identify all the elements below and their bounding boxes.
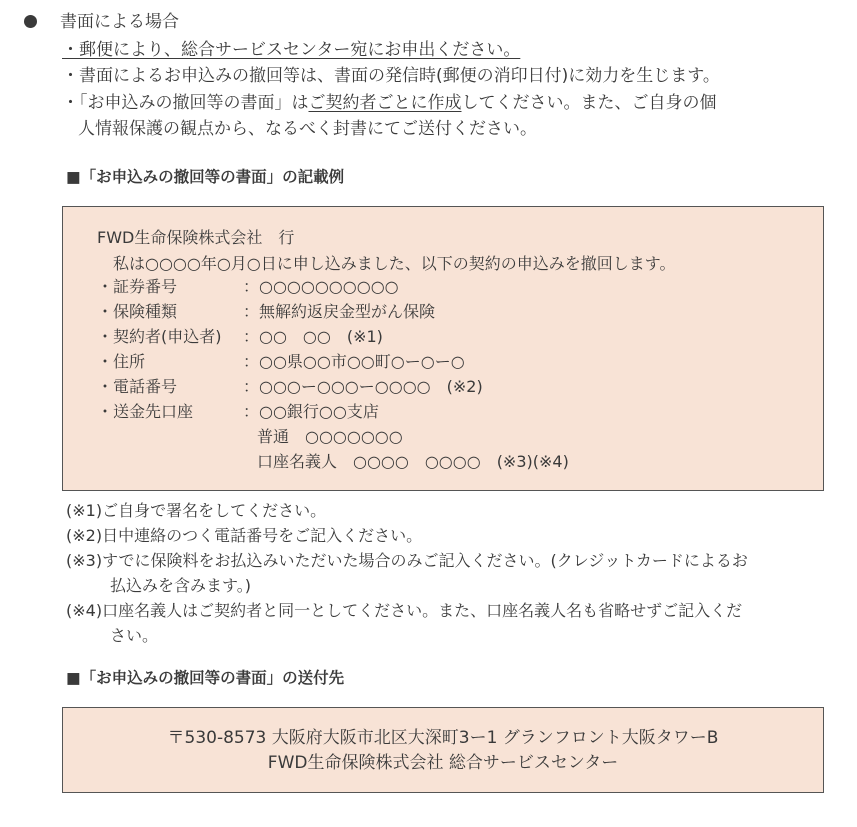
send-address: 〒530-8573 大阪府大阪市北区大深町3ー1 グランフロント大阪タワーB [167,728,719,748]
note-4-cont: さい。 [110,626,159,645]
example-heading: ■「お申込みの撤回等の書面」の記載例 [66,168,345,186]
note-4: (※4)口座名義人はご契約者と同一としてください。また、口座名義人名も省略せずご記入くだ [66,601,743,620]
note-3: (※3)すでに保険料をお払込みいただいた場合のみご記入ください。(クレジットカードによるお [66,551,748,570]
bullet-per-contract-cont: 人情報保護の観点から、なるべく封書にてご送付ください。 [78,119,537,139]
addressee: FWD生命保険株式会社 行 [97,228,295,247]
note-2: (※2)日中連絡のつく電話番号をご記入ください。 [66,526,423,545]
note-1: (※1)ご自身で署名をしてください。 [66,501,327,520]
send-heading: ■「お申込みの撤回等の書面」の送付先 [66,669,345,687]
bullet-dot-icon [24,15,37,28]
example-box [62,206,824,491]
row-value: ：○○ ○○ (※1) [243,327,383,346]
row-value: ：無解約返戻金型がん保険 [243,302,436,321]
row-label: ・契約者(申込者) [97,327,222,346]
account-holder: 口座名義人 ○○○○ ○○○○ (※3)(※4) [257,452,569,471]
row-label: ・住所 [97,352,146,371]
row-label: ・送金先口座 [97,402,194,421]
row-value: ：○○県○○市○○町○ー○ー○ [243,352,465,371]
row-label: ・保険種類 [97,302,178,321]
row-value: ：○○○○○○○○○○ [243,277,399,296]
row-value: ：○○銀行○○支店 [243,402,379,421]
send-box [62,707,824,793]
row-value: ：○○○ー○○○ー○○○○ (※2) [243,377,483,396]
row-label: ・証券番号 [97,277,178,296]
note-3-cont: 払込みを含みます。) [110,576,251,595]
row-label: ・電話番号 [97,377,178,396]
bullet-effect: ・書面によるお申込みの撤回等は、書面の発信時(郵便の消印日付)に効力を生じます。 [62,66,720,86]
intro-text: 私は○○○○年○月○日に申し込みました、以下の契約の申込みを撤回します。 [113,254,676,273]
bullet-mail: ・郵便により、総合サービスセンター宛にお申出ください。 [62,40,521,60]
send-recipient: FWD生命保険株式会社 総合サービスセンター [267,753,619,773]
account-type: 普通 ○○○○○○○ [257,427,403,446]
bullet-per-contract: ・「お申込みの撤回等の書面」はご契約者ごとに作成してください。また、ご自身の個 [62,93,717,113]
section-title: 書面による場合 [60,12,179,32]
